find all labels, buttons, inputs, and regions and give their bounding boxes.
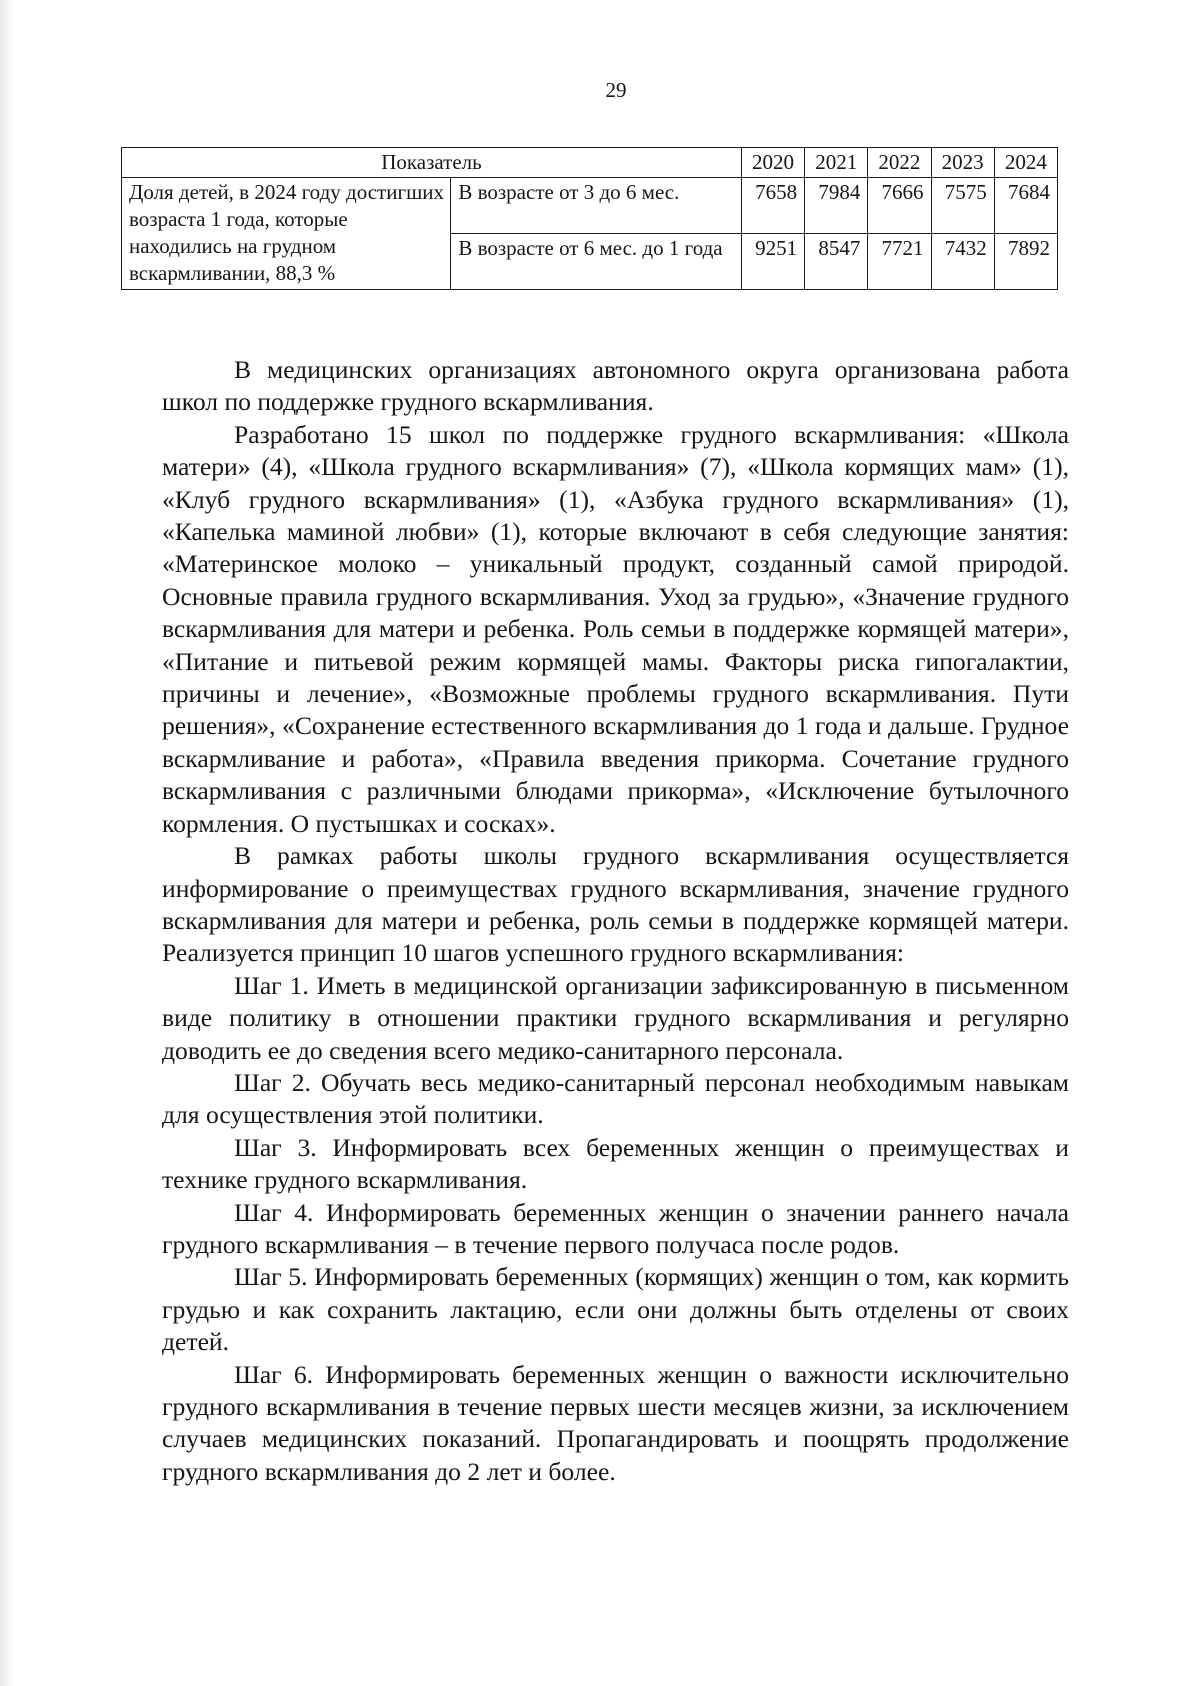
paragraph: Шаг 2. Обучать весь медико-санитарный персонал необходимым навыкам для осуществления этой политики. [162, 1067, 1069, 1130]
paragraph: Разработано 15 школ по поддержке грудного вскармливания: «Школа матери» (4), «Школа грудного вскармливания» (7), «Школа кормящих мам» (1), «Клуб грудного вскармливания» (1), «Азбука грудного вскармливания» (1), «Капелька маминой любви» (1), которые включают в себя следующие занятия: «Материнское молоко – уникальный продукт, созданный самой природой. Основные правила грудного вскармливания. Уход за грудью», «Значение грудного вскармливания для матери и ребенка. Роль семьи в поддержке кормящей матери», «Питание и питьевой режим кормящей мамы. Факторы риска гипогалактии, причины и лечение», «Возможные проблемы грудного вскармливания. Пути решения», «Сохранение естественного вскармливания до 1 года и дальше. Грудное вскармливание и работа», «Правила введения прикорма. Сочетание грудного вскармливания с различными блюдами прикорма», «Исключение бутылочного кормления. О пустышках и сосках». [162, 419, 1069, 838]
indicators-table [121, 147, 1058, 290]
table-cell: 7432 [931, 234, 994, 290]
table-cell: 7684 [994, 178, 1057, 234]
paragraph: Шаг 4. Информировать беременных женщин о значении раннего начала грудного вскармливания – в течение первого получаса после родов. [162, 1197, 1069, 1259]
table-cell: 7984 [805, 178, 868, 234]
header-year: 2024 [994, 148, 1057, 178]
paragraph: В рамках работы школы грудного вскармливания осуществляется информирование о преимуществах грудного вскармливания, значение грудного вскармливания для матери и ребенка, роль семьи в поддержке кормящей матери. Реализуется принцип 10 шагов успешного грудного вскармливания: [162, 841, 1069, 968]
paragraph: Шаг 3. Информировать всех беременных женщин о преимуществах и технике грудного вскармливания. [162, 1132, 1069, 1195]
scan-edge [0, 0, 14, 1686]
table-cell: 7575 [931, 178, 994, 234]
indicator-label: Доля детей, в 2024 году достигших возраста 1 года, которые находились на грудном вскармливании, 88,3 % [122, 178, 451, 290]
header-year: 2022 [868, 148, 931, 178]
table-cell: 9251 [741, 234, 804, 290]
paragraph: Шаг 6. Информировать беременных женщин о важности исключительно грудного вскармливания в течение первых шести месяцев жизни, за исключением случаев медицинских показаний. Пропагандировать и поощрять продолжение грудного вскармливания до 2 лет и более. [162, 1359, 1069, 1486]
body-text [162, 354, 1069, 1488]
row-sub-label: В возрасте от 3 до 6 мес. [451, 178, 742, 234]
paragraph: Шаг 5. Информировать беременных (кормящих) женщин о том, как кормить грудью и как сохранить лактацию, если они должны быть отделены от своих детей. [162, 1262, 1069, 1357]
table-cell: 7658 [741, 178, 804, 234]
table-header-row [122, 148, 1058, 178]
table-cell: 8547 [805, 234, 868, 290]
header-year: 2023 [931, 148, 994, 178]
table-row [122, 178, 1058, 234]
table-cell: 7892 [994, 234, 1057, 290]
header-year: 2020 [741, 148, 804, 178]
header-year: 2021 [805, 148, 868, 178]
page-number: 29 [605, 78, 627, 102]
paragraph: Шаг 1. Иметь в медицинской организации зафиксированную в письменном виде политику в отношении практики грудного вскармливания и регулярно доводить ее до сведения всего медико-санитарного персонала. [162, 970, 1069, 1065]
table-cell: 7666 [868, 178, 931, 234]
header-indicator: Показатель [122, 148, 742, 178]
paragraph: В медицинских организациях автономного округа организована работа школ по поддержке грудного вскармливания. [162, 355, 1069, 417]
row-sub-label: В возрасте от 6 мес. до 1 года [451, 234, 742, 290]
table-cell: 7721 [868, 234, 931, 290]
